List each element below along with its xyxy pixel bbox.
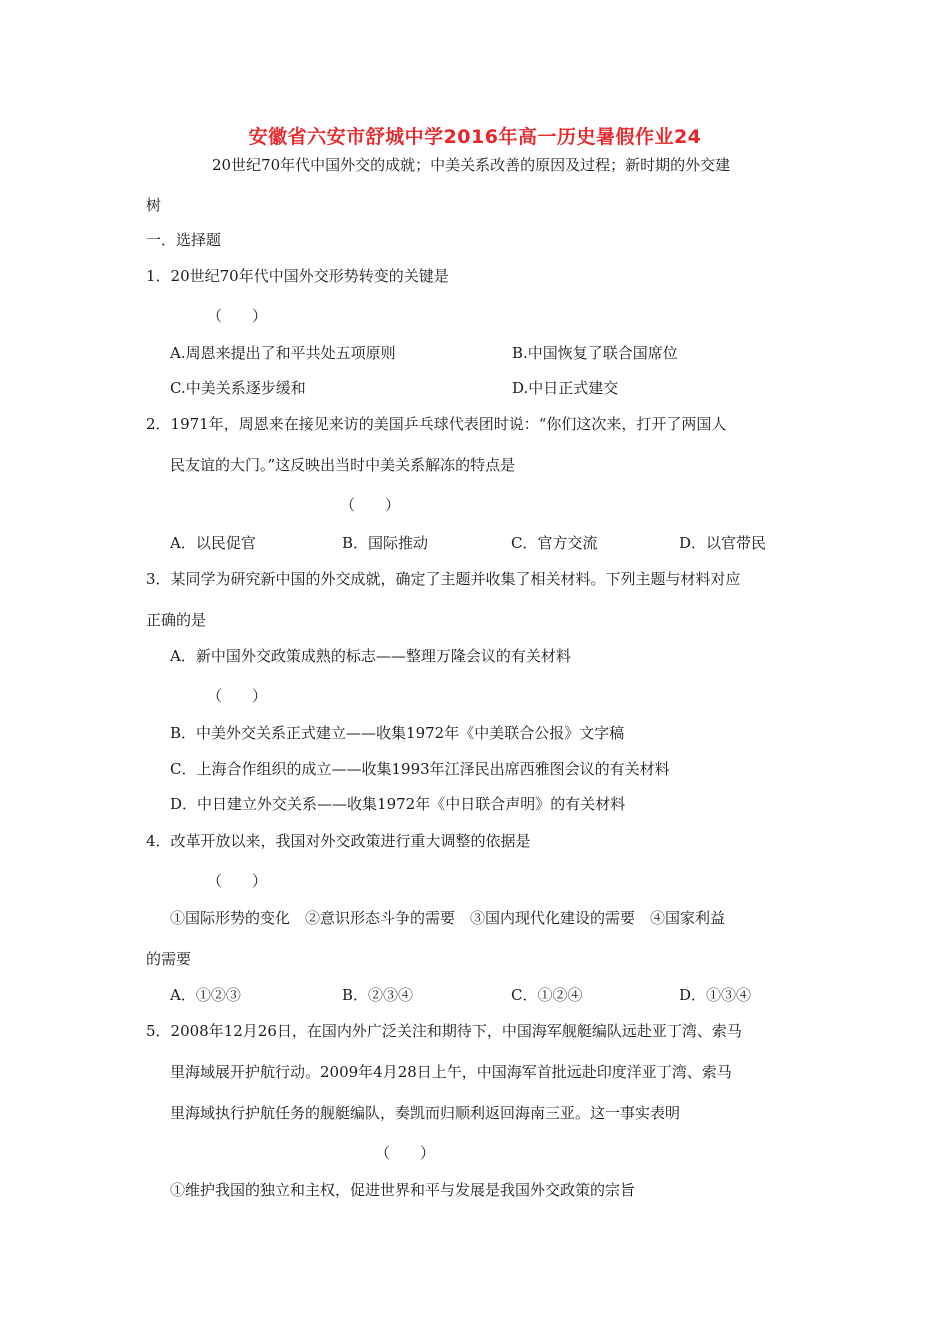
q3-answer-paren: （ ） [207,687,268,705]
q2-option-a: A．以民促官 [170,534,256,552]
q3-option-d: D．中日建立外交关系——收集1972年《中日联合声明》的有关材料 [170,795,626,813]
q4-answer-paren: （ ） [207,872,268,890]
q2-answer-paren: （ ） [340,496,401,514]
q4-option-d: D．①③④ [679,986,752,1004]
document-title: 安徽省六安市舒城中学2016年高一历史暑假作业24 [248,126,702,148]
q1-option-b: B.中国恢复了联合国席位 [512,344,678,362]
q2-option-d: D．以官带民 [679,534,767,552]
q4-option-c: C．①②④ [511,986,583,1004]
q2-option-b: B．国际推动 [342,534,429,552]
q5-stem-line-3: 里海域执行护航任务的舰艇编队，奏凯而归顺利返回海南三亚。这一事实表明 [170,1104,681,1122]
q3-option-c: C．上海合作组织的成立——收集1993年江泽民出席西雅图会议的有关材料 [170,760,670,778]
q1-option-c: C.中美关系逐步缓和 [170,379,306,397]
q5-stem-line-2: 里海域展开护航行动。2009年4月28日上午，中国海军首批远赴印度洋亚丁湾、索马 [170,1063,732,1081]
q2-stem-line-2: 民友谊的大门。”这反映出当时中美关系解冻的特点是 [170,456,516,474]
q4-option-b: B．②③④ [342,986,414,1004]
q1-stem: 1．20世纪70年代中国外交形势转变的关键是 [146,267,449,285]
q3-option-b: B．中美外交关系正式建立——收集1972年《中美联合公报》文字稿 [170,724,625,742]
q1-option-a: A.周恩来提出了和平共处五项原则 [170,344,396,362]
q2-option-c: C．官方交流 [511,534,598,552]
q4-stem: 4．改革开放以来，我国对外交政策进行重大调整的依据是 [146,832,531,850]
q3-option-a: A．新中国外交政策成熟的标志——整理万隆会议的有关材料 [170,647,571,665]
q2-stem-line-1: 2．1971年，周恩来在接见来访的美国乒乓球代表团时说：“你们这次来，打开了两国人 [146,415,727,433]
q5-item-1: ①维护我国的独立和主权，促进世界和平与发展是我国外交政策的宗旨 [170,1181,636,1199]
section-heading: 一．选择题 [146,231,222,249]
q3-stem-line-1: 3．某同学为研究新中国的外交成就，确定了主题并收集了相关材料。下列主题与材料对应 [146,570,741,588]
q4-option-a: A．①②③ [170,986,241,1004]
q1-answer-paren: （ ） [207,307,268,325]
q1-option-d: D.中日正式建交 [512,379,619,397]
subtitle-line-2: 树 [146,196,162,214]
q3-stem-line-2: 正确的是 [146,611,207,629]
q5-answer-paren: （ ） [375,1144,436,1162]
subtitle-line-1: 20世纪70年代中国外交的成就；中美关系改善的原因及过程；新时期的外交建 [212,156,731,174]
q4-items-line-1: ①国际形势的变化 ②意识形态斗争的需要 ③国内现代化建设的需要 ④国家利益 [170,909,726,927]
q4-items-line-2: 的需要 [146,950,192,968]
q5-stem-line-1: 5．2008年12月26日，在国内外广泛关注和期待下，中国海军舰艇编队远赴亚丁湾、索马 [146,1022,742,1040]
